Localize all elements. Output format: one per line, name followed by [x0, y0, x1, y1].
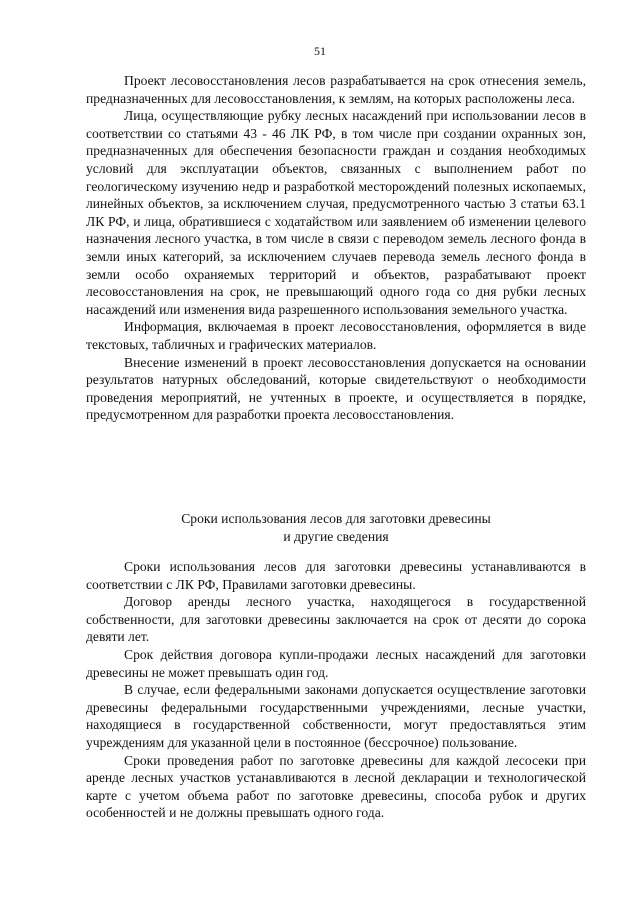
section-heading — [86, 510, 586, 546]
paragraph: Срок действия договора купли-продажи лесных насаждений для заготовки древесины не может превышать один год. — [86, 646, 586, 680]
paragraph: Сроки проведения работ по заготовке древесины для каждой лесосеки при аренде лесных участков устанавливаются в лесной декларации и технологической карте с учетом объема работ по заготовке древесины, способа рубок и других особенностей и не должны превышать одного года. — [86, 752, 586, 821]
section-restoration-project — [86, 72, 586, 424]
paragraph: Сроки использования лесов для заготовки древесины устанавливаются в соответствии с ЛК РФ, Правилами заготовки древесины. — [86, 559, 586, 592]
paragraph: Лица, осуществляющие рубку лесных насаждений при использовании лесов в соответствии со статьями 43 - 46 ЛК РФ, в том числе при создании охранных зон, предназначенных для обеспечения безопасности граждан и создания необходимых условий для эксплуатации объектов, связанных с выполнением работ по геологическому изучению недр и разработкой месторождений полезных ископаемых, линейных объектов, за исключением случая, предусмотренного частью 3 статьи 63.1 ЛК РФ, и лица, обратившиеся с ходатайством или заявлением об изменении целевого назначения лесного участка, в том числе в связи с переводом земель лесного фонда в земли иных категорий, за исключением случаев перевода земель лесного фонда в земли особо охраняемых территорий и объектов, разрабатывают проект лесовосстановления на срок, не превышающий одного года со дня рубки лесных насаждений или изменения вида разрешенного использования земельного участка. — [86, 108, 586, 317]
paragraph: Информация, включаемая в проект лесовосстановления, оформляется в виде текстовых, табличных и графических материалов. — [86, 319, 586, 352]
heading-line-1: Сроки использования лесов для заготовки древесины — [181, 511, 491, 526]
paragraph: Внесение изменений в проект лесовосстановления допускается на основании результатов натурных обследований, которые свидетельствуют о необходимости проведения мероприятий, не учтенных в проекте, и осуществляется в порядке, предусмотренном для разработки проекта лесовосстановления. — [86, 354, 586, 423]
paragraph: Проект лесовосстановления лесов разрабатывается на срок отнесения земель, предназначенных для лесовосстановления, к землям, на которых расположены леса. — [86, 73, 586, 106]
paragraph: В случае, если федеральными законами допускается осуществление заготовки древесины федеральными государственными учреждениями, лесные участки, находящиеся в государственной собственности, могут предоставляться этим учреждениям для указанной цели в постоянное (бессрочное) пользование. — [86, 682, 586, 750]
paragraph: Договор аренды лесного участка, находящегося в государственной собственности, для заготовки древесины заключается на срок от десяти до сорока девяти лет. — [86, 594, 586, 645]
page-number: 51 — [314, 44, 326, 58]
heading-line-2: и другие сведения — [283, 529, 389, 544]
section-harvest-terms — [86, 558, 586, 822]
